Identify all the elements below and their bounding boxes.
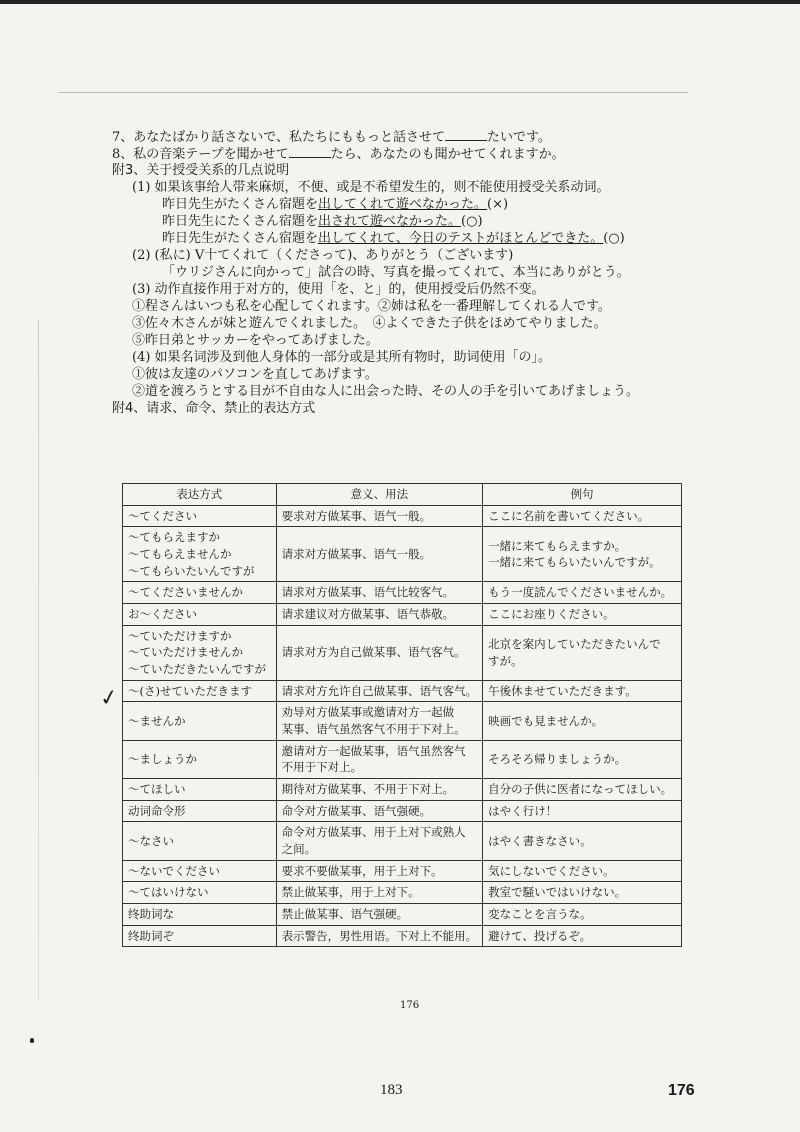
- handwritten-checkmark: ✓: [97, 684, 121, 713]
- usage-cell-line: 请求建议对方做某事、语气恭敬。: [281, 607, 455, 622]
- example-cell-line: 映画でも見ませんか。: [488, 713, 604, 728]
- table-body: [123, 505, 682, 947]
- expression-cell-line: ～てほしい: [128, 782, 186, 797]
- example-cell-line: ここにお座りください。: [488, 607, 615, 622]
- example-cell-line: ここに名前を書いてください。: [488, 508, 650, 523]
- example-cell: [483, 925, 682, 947]
- example-cell: [483, 702, 682, 740]
- bold-page-number: 176: [668, 1082, 695, 1099]
- usage-cell-line: 表示警告，男性用语。下对上不能用。: [281, 928, 478, 943]
- expression-cell: [123, 779, 277, 801]
- expression-cell: [123, 702, 277, 740]
- expression-cell: [123, 800, 277, 822]
- example-1a: 昨日先生がたくさん宿題を出してくれて遊べなかった。(×): [162, 197, 509, 212]
- table-row: [123, 860, 682, 882]
- table-row: [123, 904, 682, 926]
- note-1: (1) 如果该事给人带来麻烦，不便、或是不希望发生的，则不能使用授受关系动词。: [132, 180, 610, 195]
- usage-cell: [276, 925, 483, 947]
- expression-cell: [123, 925, 277, 947]
- header-usage: 意义、用法: [276, 484, 483, 506]
- expression-cell-line: ～ないでください: [128, 863, 220, 878]
- expression-cell: [123, 604, 277, 626]
- table-row: [123, 527, 682, 582]
- example-4a: ①彼は友達のパソコンを直してあげます。: [132, 367, 378, 382]
- table-header-row: [123, 484, 682, 506]
- expression-cell: [123, 625, 277, 680]
- expression-cell: [123, 860, 277, 882]
- table-row: [123, 800, 682, 822]
- answer-blank: [445, 128, 487, 141]
- example-cell: [483, 505, 682, 527]
- example-cell-line: 自分の子供に医者になってほしい。: [488, 782, 673, 797]
- usage-cell: [276, 582, 483, 604]
- expression-cell-line: お～ください: [128, 607, 197, 622]
- expression-cell-line: ～てもらえませんか: [128, 547, 232, 562]
- example-cell-line: 午後休ませていただきます。: [488, 683, 637, 698]
- usage-cell: [276, 680, 483, 702]
- appendix-3-heading: 附3、关于授受关系的几点说明: [112, 163, 290, 178]
- bottom-page-number: 183: [380, 1082, 403, 1098]
- expression-cell-line: 动词命令形: [128, 803, 186, 818]
- example-cell-line: はやく書きなさい。: [488, 833, 592, 848]
- expression-cell-line: ～ませんか: [128, 713, 186, 728]
- usage-cell: [276, 882, 483, 904]
- example-cell: [483, 822, 682, 860]
- example-cell-line: 教室で騒いではいけない。: [488, 885, 627, 900]
- table-row: [123, 779, 682, 801]
- usage-cell-line: 命令对方做某事、用于上对下或熟人: [281, 825, 466, 840]
- usage-cell: [276, 860, 483, 882]
- example-cell-line: 一緒に来てもらえますか。: [488, 538, 627, 553]
- expression-cell-line: ～ていただけますか: [128, 628, 232, 643]
- example-1b: 昨日先生にたくさん宿題を出されて遊べなかった。(○): [162, 214, 483, 229]
- example-cell: [483, 904, 682, 926]
- usage-cell-line: 邀请对方一起做某事，语气虽然客气: [281, 743, 466, 758]
- note-4: (4) 如果名词涉及到他人身体的一部分或是其所有物时，助词使用「の」。: [132, 350, 552, 365]
- example-4b: ②道を渡ろうとする目が不自由な人に出会った時、その人の手を引いてあげましょう。: [132, 384, 640, 399]
- expression-cell: [123, 505, 277, 527]
- example-cell: [483, 740, 682, 778]
- expression-cell-line: 终助词な: [128, 907, 174, 922]
- example-cell: [483, 582, 682, 604]
- usage-cell: [276, 527, 483, 582]
- usage-cell: [276, 625, 483, 680]
- inner-page-number: 176: [400, 1000, 420, 1011]
- exercise-7: 7、あなたばかり話さないで、私たちにももっと話させて たいです。: [112, 130, 551, 145]
- expression-cell-line: ～てくださいませんか: [128, 585, 243, 600]
- example-cell-line: そろそろ帰りましょうか。: [488, 752, 627, 767]
- ink-dot: [30, 1038, 34, 1043]
- usage-cell: [276, 740, 483, 778]
- expression-cell: [123, 740, 277, 778]
- example-cell: [483, 527, 682, 582]
- expression-cell-line: ～てはいけない: [128, 885, 209, 900]
- example-cell-line: 北京を案内していただきたいんで: [488, 637, 661, 652]
- usage-cell-line: 禁止做某事、语气强硬。: [281, 907, 409, 922]
- usage-cell-line: 要求对方做某事、语气一般。: [281, 508, 432, 523]
- usage-cell: [276, 702, 483, 740]
- expression-table: [122, 483, 682, 947]
- example-cell-line: もう一度読んでくださいませんか。: [488, 585, 673, 600]
- header-rule: [58, 92, 688, 93]
- expression-cell-line: ～ていただきたいんですが: [128, 662, 266, 677]
- usage-cell: [276, 800, 483, 822]
- usage-cell-line: 不用于下对上。: [281, 760, 363, 775]
- usage-cell: [276, 779, 483, 801]
- answer-blank: [289, 145, 331, 158]
- usage-cell-line: 之间。: [281, 842, 317, 857]
- table-row: [123, 604, 682, 626]
- table-row: [123, 625, 682, 680]
- usage-cell-line: 命令对方做某事、语气强硬。: [281, 803, 432, 818]
- expression-cell-line: ～なさい: [128, 833, 174, 848]
- expression-cell-line: ～てもらえますか: [128, 530, 220, 545]
- expression-cell-line: ～てください: [128, 508, 197, 523]
- table-row: [123, 925, 682, 947]
- expression-cell: [123, 882, 277, 904]
- usage-cell: [276, 505, 483, 527]
- usage-cell: [276, 604, 483, 626]
- note-2: (2) (私に) V十てくれて（くださって)、ありがとう（ございます): [132, 248, 514, 263]
- usage-cell-line: 劝导对方做某事或邀请对方一起做: [281, 705, 455, 720]
- expression-cell-line: ～ましょうか: [128, 752, 197, 767]
- expression-cell: [123, 822, 277, 860]
- example-cell-line: すが。: [488, 653, 523, 668]
- usage-cell-line: 请求对方做某事、语气比较客气。: [281, 585, 455, 600]
- expression-cell: [123, 680, 277, 702]
- example-cell: [483, 604, 682, 626]
- top-border: [0, 0, 800, 4]
- example-cell: [483, 625, 682, 680]
- table-row: [123, 582, 682, 604]
- example-cell: [483, 860, 682, 882]
- expression-cell-line: 终助词ぞ: [128, 928, 174, 943]
- usage-cell-line: 请求对方允许自己做某事、语气客气。: [281, 683, 478, 698]
- example-cell-line: はやく行け！: [488, 803, 558, 818]
- header-example: 例句: [483, 484, 682, 506]
- expression-cell: [123, 582, 277, 604]
- usage-cell-line: 要求不要做某事，用于上对下。: [281, 863, 443, 878]
- expression-cell: [123, 904, 277, 926]
- usage-cell: [276, 904, 483, 926]
- example-1c: 昨日先生がたくさん宿題を出してくれて、今日のテストがほとんどできた。(○): [162, 231, 625, 246]
- expression-cell: [123, 527, 277, 582]
- example-3a: ①程さんはいつも私を心配してくれます。②姉は私を一番理解してくれる人です。: [132, 299, 611, 314]
- example-cell: [483, 800, 682, 822]
- usage-cell-line: 请求对方为自己做某事、语气客气。: [281, 645, 466, 660]
- table-row: [123, 740, 682, 778]
- example-cell-line: 気にしないでください。: [488, 863, 615, 878]
- note-3: (3) 动作直接作用于对方的，使用「を、と」的，使用授受后仍然不变。: [132, 282, 545, 297]
- page-body: [112, 128, 692, 417]
- expression-cell-line: ～ていただけませんか: [128, 645, 243, 660]
- table-row: [123, 702, 682, 740]
- binding-shadow: [38, 320, 39, 1000]
- usage-cell: [276, 822, 483, 860]
- table-row: [123, 822, 682, 860]
- usage-cell-line: 某事、语气虽然客气不用于下对上。: [281, 722, 466, 737]
- usage-cell-line: 禁止做某事，用于上对下。: [281, 885, 420, 900]
- example-3c: ⑤昨日弟とサッカーをやってあげました。: [132, 333, 379, 348]
- exercise-8: 8、私の音楽テープを聞かせて たら、あなたのも聞かせてくれますか。: [112, 147, 565, 162]
- table-row: [123, 882, 682, 904]
- table-row: [123, 505, 682, 527]
- appendix-4-heading: 附4、请求、命令、禁止的表达方式: [112, 401, 316, 416]
- example-cell: [483, 680, 682, 702]
- example-cell-line: 一緒に来てもらいたいんですが。: [488, 555, 661, 570]
- expression-cell-line: ～てもらいたいんですが: [128, 563, 255, 578]
- example-cell: [483, 779, 682, 801]
- expression-cell-line: ～(さ)せていただきます: [128, 683, 252, 698]
- example-cell-line: 避けて、投げるぞ。: [488, 928, 592, 943]
- example-2: 「ウリジさんに向かって」試合の時、写真を撮ってくれて、本当にありがとう。: [162, 265, 630, 280]
- table-row: [123, 680, 682, 702]
- example-3b: ③佐々木さんが妹と遊んでくれました。 ④よくできた子供をほめてやりました。: [132, 316, 607, 331]
- usage-cell-line: 期待对方做某事、不用于下对上。: [281, 782, 455, 797]
- example-cell-line: 変なことを言うな。: [488, 907, 592, 922]
- usage-cell-line: 请求对方做某事、语气一般。: [281, 547, 432, 562]
- header-expression: 表达方式: [123, 484, 277, 506]
- example-cell: [483, 882, 682, 904]
